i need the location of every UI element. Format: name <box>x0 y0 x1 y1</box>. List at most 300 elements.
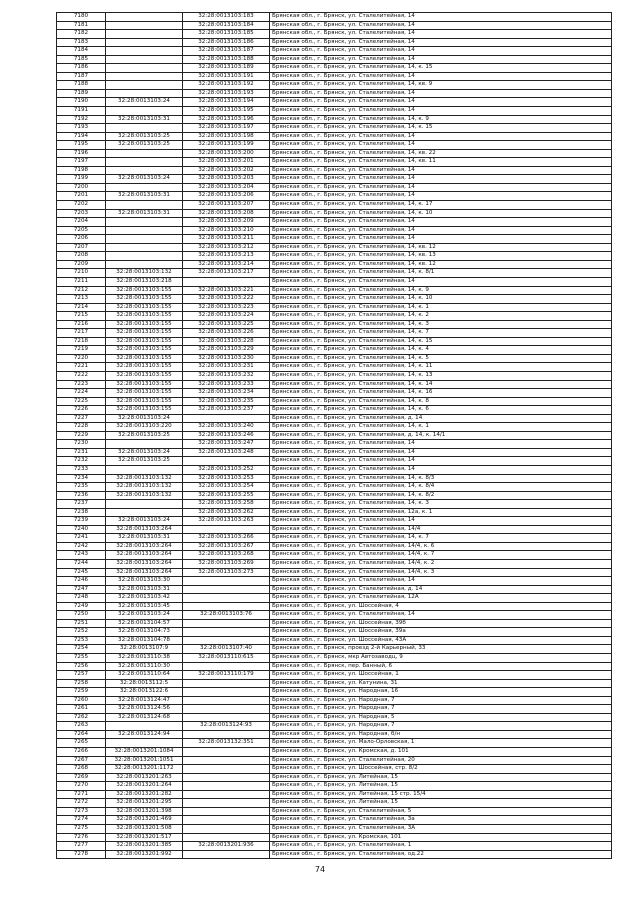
table-row <box>57 431 612 440</box>
address-cell: Брянская обл., г. Брянск, ул. Сталелитейная, 14, к. 15 <box>270 337 612 346</box>
parent-cadastral-number-cell: 32:28:0013201:398 <box>106 807 183 816</box>
address-cell: Брянская обл., г. Брянск, ул. Сталелитейная, 14, к. 13 <box>270 371 612 380</box>
cadastral-number-cell: 32:28:0013103:192 <box>183 81 270 90</box>
parent-cadastral-number-cell <box>106 500 183 509</box>
parent-cadastral-number-cell: 32:28:0013103:155 <box>106 406 183 415</box>
cadastral-number-cell: 32:28:0013103:267 <box>183 542 270 551</box>
parent-cadastral-number-cell <box>106 166 183 175</box>
row-number-cell: 7221 <box>57 363 106 372</box>
parent-cadastral-number-cell: 32:28:0013103:264 <box>106 551 183 560</box>
cadastral-number-cell <box>183 679 270 688</box>
address-cell: Брянская обл., г. Брянск, ул. Сталелитейная, 14, к. 1 <box>270 303 612 312</box>
address-cell: Брянская обл., г. Брянск, ул. Народная, 7 <box>270 722 612 731</box>
table-row <box>57 756 612 765</box>
cadastral-number-cell: 32:28:0013103:255 <box>183 491 270 500</box>
table-row <box>57 645 612 654</box>
table-row <box>57 671 612 680</box>
cadastral-number-cell: 32:28:0013103:225 <box>183 320 270 329</box>
parent-cadastral-number-cell: 32:28:0013103:155 <box>106 295 183 304</box>
address-cell: Брянская обл., г. Брянск, ул. Сталелитейная, 14/4, к. 2 <box>270 560 612 569</box>
table-row <box>57 329 612 338</box>
cadastral-number-cell: 32:28:0013103:269 <box>183 560 270 569</box>
address-cell: Брянская обл., г. Брянск, мкр Автозаводц, 9 <box>270 654 612 663</box>
address-cell: Брянская обл., г. Брянск, ул. Сталелитейная, 14/4, к. 7 <box>270 551 612 560</box>
cadastral-number-cell: 32:28:0013103:252 <box>183 465 270 474</box>
row-number-cell: 7250 <box>57 611 106 620</box>
table-row <box>57 654 612 663</box>
address-cell: Брянская обл., г. Брянск, ул. Сталелитейная, 14 <box>270 235 612 244</box>
table-row <box>57 141 612 150</box>
row-number-cell: 7212 <box>57 286 106 295</box>
cadastral-number-cell: 32:28:0013103:233 <box>183 380 270 389</box>
table-row <box>57 585 612 594</box>
parent-cadastral-number-cell <box>106 47 183 56</box>
parent-cadastral-number-cell <box>106 243 183 252</box>
address-cell: Брянская обл., г. Брянск, ул. Сталелитейная, 14, к. 17 <box>270 201 612 210</box>
registry-sheet <box>56 12 612 859</box>
row-number-cell: 7273 <box>57 807 106 816</box>
table-row <box>57 371 612 380</box>
row-number-cell: 7268 <box>57 765 106 774</box>
table-row <box>57 782 612 791</box>
row-number-cell: 7199 <box>57 175 106 184</box>
address-cell: Брянская обл., г. Брянск, ул. Сталелитейная, 14 <box>270 141 612 150</box>
address-cell: Брянская обл., г. Брянск, ул. Литейная, 15 <box>270 799 612 808</box>
parent-cadastral-number-cell: 32:28:0013103:25 <box>106 132 183 141</box>
row-number-cell: 7201 <box>57 192 106 201</box>
address-cell: Брянская обл., г. Брянск, ул. Сталелитейная, 14, к. 2 <box>270 312 612 321</box>
parent-cadastral-number-cell: 32:28:0013201:263 <box>106 773 183 782</box>
parent-cadastral-number-cell: 32:28:0013201:1084 <box>106 748 183 757</box>
cadastral-number-cell: 32:28:0013103:204 <box>183 183 270 192</box>
table-row <box>57 89 612 98</box>
parent-cadastral-number-cell <box>106 252 183 261</box>
address-cell: Брянская обл., г. Брянск, ул. Литейная, 15 <box>270 773 612 782</box>
address-cell: Брянская обл., г. Брянск, пер. Банный, 6 <box>270 662 612 671</box>
row-number-cell: 7253 <box>57 636 106 645</box>
cadastral-number-cell <box>183 585 270 594</box>
table-row <box>57 807 612 816</box>
row-number-cell: 7211 <box>57 277 106 286</box>
address-cell: Брянская обл., г. Брянск, ул. Сталелитейная, 14 <box>270 192 612 201</box>
cadastral-number-cell: 32:28:0013107:40 <box>183 645 270 654</box>
table-row <box>57 568 612 577</box>
cadastral-number-cell: 32:28:0013103:209 <box>183 218 270 227</box>
cadastral-number-cell: 32:28:0013103:240 <box>183 423 270 432</box>
row-number-cell: 7260 <box>57 696 106 705</box>
row-number-cell: 7247 <box>57 585 106 594</box>
table-row <box>57 175 612 184</box>
address-cell: Брянская обл., г. Брянск, ул. Сталелитейная, 14 <box>270 166 612 175</box>
row-number-cell: 7193 <box>57 124 106 133</box>
cadastral-number-cell <box>183 756 270 765</box>
parent-cadastral-number-cell: 32:28:0013201:295 <box>106 799 183 808</box>
row-number-cell: 7205 <box>57 226 106 235</box>
row-number-cell: 7214 <box>57 303 106 312</box>
table-row <box>57 13 612 22</box>
address-cell: Брянская обл., г. Брянск, ул. Сталелитейная, 14 <box>270 183 612 192</box>
row-number-cell: 7222 <box>57 371 106 380</box>
row-number-cell: 7258 <box>57 679 106 688</box>
address-cell: Брянская обл., г. Брянск, ул. Сталелитейная, 14, к. 6 <box>270 406 612 415</box>
cadastral-number-cell: 32:28:0013103:246 <box>183 431 270 440</box>
row-number-cell: 7190 <box>57 98 106 107</box>
parent-cadastral-number-cell: 32:28:0013107:9 <box>106 645 183 654</box>
parent-cadastral-number-cell <box>106 13 183 22</box>
cadastral-number-cell: 32:28:0013103:199 <box>183 141 270 150</box>
row-number-cell: 7188 <box>57 81 106 90</box>
table-row <box>57 363 612 372</box>
cadastral-number-cell <box>183 773 270 782</box>
parent-cadastral-number-cell <box>106 226 183 235</box>
row-number-cell: 7267 <box>57 756 106 765</box>
cadastral-number-cell: 32:28:0013201:936 <box>183 842 270 851</box>
cadastral-number-cell: 32:28:0013103:234 <box>183 389 270 398</box>
table-row <box>57 500 612 509</box>
row-number-cell: 7209 <box>57 260 106 269</box>
table-row <box>57 81 612 90</box>
table-row <box>57 628 612 637</box>
row-number-cell: 7184 <box>57 47 106 56</box>
address-cell: Брянская обл., г. Брянск, ул. Катунина, 31 <box>270 679 612 688</box>
row-number-cell: 7217 <box>57 329 106 338</box>
cadastral-number-cell: 32:28:0013103:248 <box>183 448 270 457</box>
table-row <box>57 594 612 603</box>
parent-cadastral-number-cell <box>106 201 183 210</box>
row-number-cell: 7227 <box>57 414 106 423</box>
cadastral-number-cell: 32:28:0013103:201 <box>183 158 270 167</box>
cadastral-number-cell: 32:28:0013103:231 <box>183 363 270 372</box>
row-number-cell: 7238 <box>57 508 106 517</box>
row-number-cell: 7187 <box>57 72 106 81</box>
address-cell: Брянская обл., г. Брянск, ул. Народная, 5 <box>270 713 612 722</box>
parent-cadastral-number-cell: 32:28:0013103:25 <box>106 141 183 150</box>
address-cell: Брянская обл., г. Брянск, ул. Сталелитейная, 12а, к. 1 <box>270 508 612 517</box>
parent-cadastral-number-cell <box>106 440 183 449</box>
row-number-cell: 7251 <box>57 619 106 628</box>
parent-cadastral-number-cell: 32:28:0013103:132 <box>106 491 183 500</box>
table-row <box>57 209 612 218</box>
parent-cadastral-number-cell <box>106 722 183 731</box>
parent-cadastral-number-cell: 32:28:0013103:31 <box>106 209 183 218</box>
cadastral-number-cell: 32:28:0013103:213 <box>183 252 270 261</box>
row-number-cell: 7254 <box>57 645 106 654</box>
table-row <box>57 662 612 671</box>
row-number-cell: 7183 <box>57 38 106 47</box>
address-cell: Брянская обл., г. Брянск, ул. Сталелитейная, 14, к. 10 <box>270 209 612 218</box>
row-number-cell: 7218 <box>57 337 106 346</box>
parent-cadastral-number-cell: 32:28:0013103:132 <box>106 269 183 278</box>
table-row <box>57 132 612 141</box>
cadastral-number-cell: 32:28:0013103:189 <box>183 64 270 73</box>
table-row <box>57 30 612 39</box>
address-cell: Брянская обл., г. Брянск, ул. Сталелитейная, 14, к. 7 <box>270 329 612 338</box>
cadastral-number-cell: 32:28:0013103:197 <box>183 124 270 133</box>
cadastral-number-cell <box>183 799 270 808</box>
row-number-cell: 7203 <box>57 209 106 218</box>
table-row <box>57 303 612 312</box>
row-number-cell: 7180 <box>57 13 106 22</box>
row-number-cell: 7230 <box>57 440 106 449</box>
parent-cadastral-number-cell: 32:28:0013103:155 <box>106 397 183 406</box>
address-cell: Брянская обл., г. Брянск, ул. Сталелитейная, 14 <box>270 277 612 286</box>
parent-cadastral-number-cell: 32:28:0013104:57 <box>106 619 183 628</box>
cadastral-number-cell <box>183 833 270 842</box>
row-number-cell: 7262 <box>57 713 106 722</box>
parent-cadastral-number-cell: 32:28:0013103:31 <box>106 534 183 543</box>
table-row <box>57 354 612 363</box>
address-cell: Брянская обл., г. Брянск, ул. Сталелитейная, 14, к. 16 <box>270 389 612 398</box>
row-number-cell: 7185 <box>57 55 106 64</box>
table-row <box>57 833 612 842</box>
cadastral-number-cell: 32:28:0013103:228 <box>183 337 270 346</box>
table-row <box>57 696 612 705</box>
cadastral-number-cell <box>183 730 270 739</box>
address-cell: Брянская обл., г. Брянск, ул. Сталелитейная, 14/4 <box>270 525 612 534</box>
row-number-cell: 7229 <box>57 431 106 440</box>
parent-cadastral-number-cell: 32:28:0013110:38 <box>106 654 183 663</box>
row-number-cell: 7256 <box>57 662 106 671</box>
parent-cadastral-number-cell: 32:28:0013124:56 <box>106 705 183 714</box>
parent-cadastral-number-cell <box>106 38 183 47</box>
table-row <box>57 773 612 782</box>
address-cell: Брянская обл., г. Брянск, ул. Сталелитейная, 14, к. 9 <box>270 115 612 124</box>
cadastral-number-cell: 32:28:0013103:268 <box>183 551 270 560</box>
table-row <box>57 842 612 851</box>
row-number-cell: 7206 <box>57 235 106 244</box>
address-cell: Брянская обл., г. Брянск, ул. Кромская, 101 <box>270 833 612 842</box>
row-number-cell: 7263 <box>57 722 106 731</box>
address-cell: Брянская обл., г. Брянск, ул. Шоссейная, 39а <box>270 628 612 637</box>
table-row <box>57 201 612 210</box>
parent-cadastral-number-cell: 32:28:0013103:132 <box>106 483 183 492</box>
cadastral-number-cell: 32:28:0013103:247 <box>183 440 270 449</box>
cadastral-number-cell: 32:28:0013103:185 <box>183 30 270 39</box>
address-cell: Брянская обл., г. Брянск, ул. Сталелитейная, 14 <box>270 457 612 466</box>
parent-cadastral-number-cell: 32:28:0013201:992 <box>106 850 183 859</box>
cadastral-number-cell <box>183 713 270 722</box>
table-row <box>57 312 612 321</box>
address-cell: Брянская обл., г. Брянск, ул. Сталелитейная, 14 <box>270 132 612 141</box>
row-number-cell: 7276 <box>57 833 106 842</box>
table-row <box>57 799 612 808</box>
table-row <box>57 611 612 620</box>
address-cell: Брянская обл., г. Брянск, ул. Сталелитейная, 14, к. 7 <box>270 534 612 543</box>
address-cell: Брянская обл., г. Брянск, ул. Сталелитейная, д. 14 <box>270 414 612 423</box>
cadastral-number-cell: 32:28:0013103:253 <box>183 474 270 483</box>
cadastral-number-cell: 32:28:0013103:232 <box>183 371 270 380</box>
address-cell: Брянская обл., г. Брянск, ул. Сталелитейная, 14, к. 8/2 <box>270 491 612 500</box>
cadastral-number-cell: 32:28:0013103:217 <box>183 269 270 278</box>
address-cell: Брянская обл., г. Брянск, ул. Сталелитейная, 14, к. 3 <box>270 500 612 509</box>
cadastral-number-cell: 32:28:0013103:273 <box>183 568 270 577</box>
row-number-cell: 7236 <box>57 491 106 500</box>
row-number-cell: 7232 <box>57 457 106 466</box>
table-row <box>57 47 612 56</box>
cadastral-number-cell <box>183 790 270 799</box>
address-cell: Брянская обл., г. Брянск, ул. Сталелитейная, 14 <box>270 175 612 184</box>
cadastral-number-cell <box>183 662 270 671</box>
row-number-cell: 7246 <box>57 577 106 586</box>
table-row <box>57 824 612 833</box>
address-cell: Брянская обл., г. Брянск, ул. Литейная, 15 стр. 15/4 <box>270 790 612 799</box>
cadastral-number-cell: 32:28:0013103:202 <box>183 166 270 175</box>
parent-cadastral-number-cell <box>106 55 183 64</box>
row-number-cell: 7213 <box>57 295 106 304</box>
row-number-cell: 7194 <box>57 132 106 141</box>
row-number-cell: 7208 <box>57 252 106 261</box>
address-cell: Брянская обл., г. Брянск, ул. Народная, 16 <box>270 688 612 697</box>
address-cell: Брянская обл., г. Брянск, ул. Сталелитейная, 14 <box>270 218 612 227</box>
row-number-cell: 7245 <box>57 568 106 577</box>
row-number-cell: 7231 <box>57 448 106 457</box>
parent-cadastral-number-cell: 32:28:0013124:94 <box>106 730 183 739</box>
parent-cadastral-number-cell: 32:28:0013124:47 <box>106 696 183 705</box>
address-cell: Брянская обл., г. Брянск, ул. Мало-Орловская, 1 <box>270 739 612 748</box>
row-number-cell: 7239 <box>57 517 106 526</box>
cadastral-number-cell: 32:28:0013103:184 <box>183 21 270 30</box>
cadastral-number-cell <box>183 782 270 791</box>
address-cell: Брянская обл., г. Брянск, ул. Литейная, 15 <box>270 782 612 791</box>
row-number-cell: 7274 <box>57 816 106 825</box>
table-row <box>57 748 612 757</box>
cadastral-number-cell: 32:28:0013103:211 <box>183 235 270 244</box>
parent-cadastral-number-cell: 32:28:0013103:42 <box>106 594 183 603</box>
row-number-cell: 7244 <box>57 560 106 569</box>
address-cell: Брянская обл., г. Брянск, ул. Сталелитейная, 14, к. 11 <box>270 363 612 372</box>
cadastral-number-cell: 32:28:0013103:206 <box>183 192 270 201</box>
row-number-cell: 7278 <box>57 850 106 859</box>
address-cell: Брянская обл., г. Брянск, ул. Сталелитейная, 14, к. 5 <box>270 354 612 363</box>
address-cell: Брянская обл., г. Брянск, ул. Сталелитейная, 14, к. 15 <box>270 64 612 73</box>
address-cell: Брянская обл., г. Брянск, ул. Сталелитейная, 14, кв. 22 <box>270 149 612 158</box>
parent-cadastral-number-cell: 32:28:0013103:155 <box>106 337 183 346</box>
cadastral-number-cell: 32:28:0013103:208 <box>183 209 270 218</box>
address-cell: Брянская обл., г. Брянск, ул. Сталелитейная, 1 <box>270 842 612 851</box>
row-number-cell: 7197 <box>57 158 106 167</box>
registry-table <box>56 12 612 859</box>
address-cell: Брянская обл., г. Брянск, ул. Сталелитейная, д. 14, к. 14/1 <box>270 431 612 440</box>
row-number-cell: 7202 <box>57 201 106 210</box>
parent-cadastral-number-cell <box>106 465 183 474</box>
table-row <box>57 218 612 227</box>
address-cell: Брянская обл., г. Брянск, ул. Шоссейная, 43А <box>270 636 612 645</box>
address-cell: Брянская обл., г. Брянск, ул. Сталелитейная, 14, к. 3 <box>270 320 612 329</box>
parent-cadastral-number-cell: 32:28:0013201:264 <box>106 782 183 791</box>
table-row <box>57 534 612 543</box>
table-row <box>57 235 612 244</box>
address-cell: Брянская обл., г. Брянск, ул. Шоссейная, 39б <box>270 619 612 628</box>
address-cell: Брянская обл., г. Брянск, ул. Кромская, д. 101 <box>270 748 612 757</box>
cadastral-number-cell: 32:28:0013103:200 <box>183 149 270 158</box>
cadastral-number-cell: 32:28:0013103:188 <box>183 55 270 64</box>
table-row <box>57 423 612 432</box>
cadastral-number-cell <box>183 765 270 774</box>
row-number-cell: 7269 <box>57 773 106 782</box>
parent-cadastral-number-cell: 32:28:0013201:508 <box>106 824 183 833</box>
parent-cadastral-number-cell: 32:28:0013103:264 <box>106 525 183 534</box>
parent-cadastral-number-cell <box>106 64 183 73</box>
address-cell: Брянская обл., г. Брянск, ул. Сталелитейная, 14, кв. 11 <box>270 158 612 167</box>
table-row <box>57 98 612 107</box>
table-row <box>57 551 612 560</box>
address-cell: Брянская обл., г. Брянск, ул. Сталелитейная, 14 <box>270 465 612 474</box>
table-row <box>57 508 612 517</box>
parent-cadastral-number-cell: 32:28:0013110:30 <box>106 662 183 671</box>
table-row <box>57 688 612 697</box>
address-cell: Брянская обл., г. Брянск, ул. Сталелитейная, 14 <box>270 577 612 586</box>
address-cell: Брянская обл., г. Брянск, ул. Сталелитейная, 14 <box>270 47 612 56</box>
table-row <box>57 380 612 389</box>
cadastral-number-cell: 32:28:0013103:223 <box>183 303 270 312</box>
row-number-cell: 7255 <box>57 654 106 663</box>
table-row <box>57 816 612 825</box>
address-cell: Брянская обл., г. Брянск, ул. Сталелитейная, 14, к. 10 <box>270 295 612 304</box>
table-row <box>57 602 612 611</box>
table-row <box>57 55 612 64</box>
address-cell: Брянская обл., г. Брянск, ул. Сталелитейная, 14 <box>270 517 612 526</box>
address-cell: Брянская обл., г. Брянск, ул. Сталелитейная, 14 <box>270 107 612 116</box>
row-number-cell: 7189 <box>57 89 106 98</box>
cadastral-number-cell <box>183 748 270 757</box>
table-row <box>57 72 612 81</box>
row-number-cell: 7241 <box>57 534 106 543</box>
cadastral-number-cell: 32:28:0013103:210 <box>183 226 270 235</box>
parent-cadastral-number-cell: 32:28:0013103:31 <box>106 192 183 201</box>
parent-cadastral-number-cell <box>106 508 183 517</box>
row-number-cell: 7271 <box>57 790 106 799</box>
cadastral-number-cell: 32:28:0013103:221 <box>183 286 270 295</box>
address-cell: Брянская обл., г. Брянск, ул. Сталелитейная, 14, кв. 12 <box>270 243 612 252</box>
table-row <box>57 64 612 73</box>
row-number-cell: 7198 <box>57 166 106 175</box>
parent-cadastral-number-cell: 32:28:0013122:6 <box>106 688 183 697</box>
row-number-cell: 7223 <box>57 380 106 389</box>
row-number-cell: 7219 <box>57 346 106 355</box>
row-number-cell: 7242 <box>57 542 106 551</box>
address-cell: Брянская обл., г. Брянск, ул. Сталелитейная, 14, к. 14 <box>270 380 612 389</box>
address-cell: Брянская обл., г. Брянск, ул. Народная, 7 <box>270 705 612 714</box>
cadastral-number-cell: 32:28:0013103:237 <box>183 406 270 415</box>
table-row <box>57 286 612 295</box>
address-cell: Брянская обл., г. Брянск, ул. Сталелитейная, 14 <box>270 226 612 235</box>
row-number-cell: 7196 <box>57 149 106 158</box>
parent-cadastral-number-cell: 32:28:0013103:264 <box>106 560 183 569</box>
parent-cadastral-number-cell: 32:28:0013103:45 <box>106 602 183 611</box>
address-cell: Брянская обл., г. Брянск, ул. Сталелитейная, 14, к. 15 <box>270 124 612 133</box>
table-row <box>57 124 612 133</box>
parent-cadastral-number-cell <box>106 107 183 116</box>
cadastral-number-cell <box>183 816 270 825</box>
table-row <box>57 440 612 449</box>
row-number-cell: 7264 <box>57 730 106 739</box>
parent-cadastral-number-cell: 32:28:0013104:73 <box>106 628 183 637</box>
address-cell: Брянская обл., г. Брянск, ул. Народная, 7 <box>270 696 612 705</box>
parent-cadastral-number-cell: 32:28:0013103:264 <box>106 542 183 551</box>
row-number-cell: 7265 <box>57 739 106 748</box>
row-number-cell: 7237 <box>57 500 106 509</box>
parent-cadastral-number-cell: 32:28:0013103:155 <box>106 389 183 398</box>
cadastral-number-cell: 32:28:0013103:196 <box>183 115 270 124</box>
row-number-cell: 7275 <box>57 824 106 833</box>
parent-cadastral-number-cell: 32:28:0013103:155 <box>106 371 183 380</box>
cadastral-number-cell: 32:28:0013103:224 <box>183 312 270 321</box>
parent-cadastral-number-cell: 32:28:0013103:155 <box>106 320 183 329</box>
cadastral-number-cell: 32:28:0013103:195 <box>183 107 270 116</box>
row-number-cell: 7200 <box>57 183 106 192</box>
parent-cadastral-number-cell <box>106 739 183 748</box>
parent-cadastral-number-cell: 32:28:0013103:155 <box>106 346 183 355</box>
